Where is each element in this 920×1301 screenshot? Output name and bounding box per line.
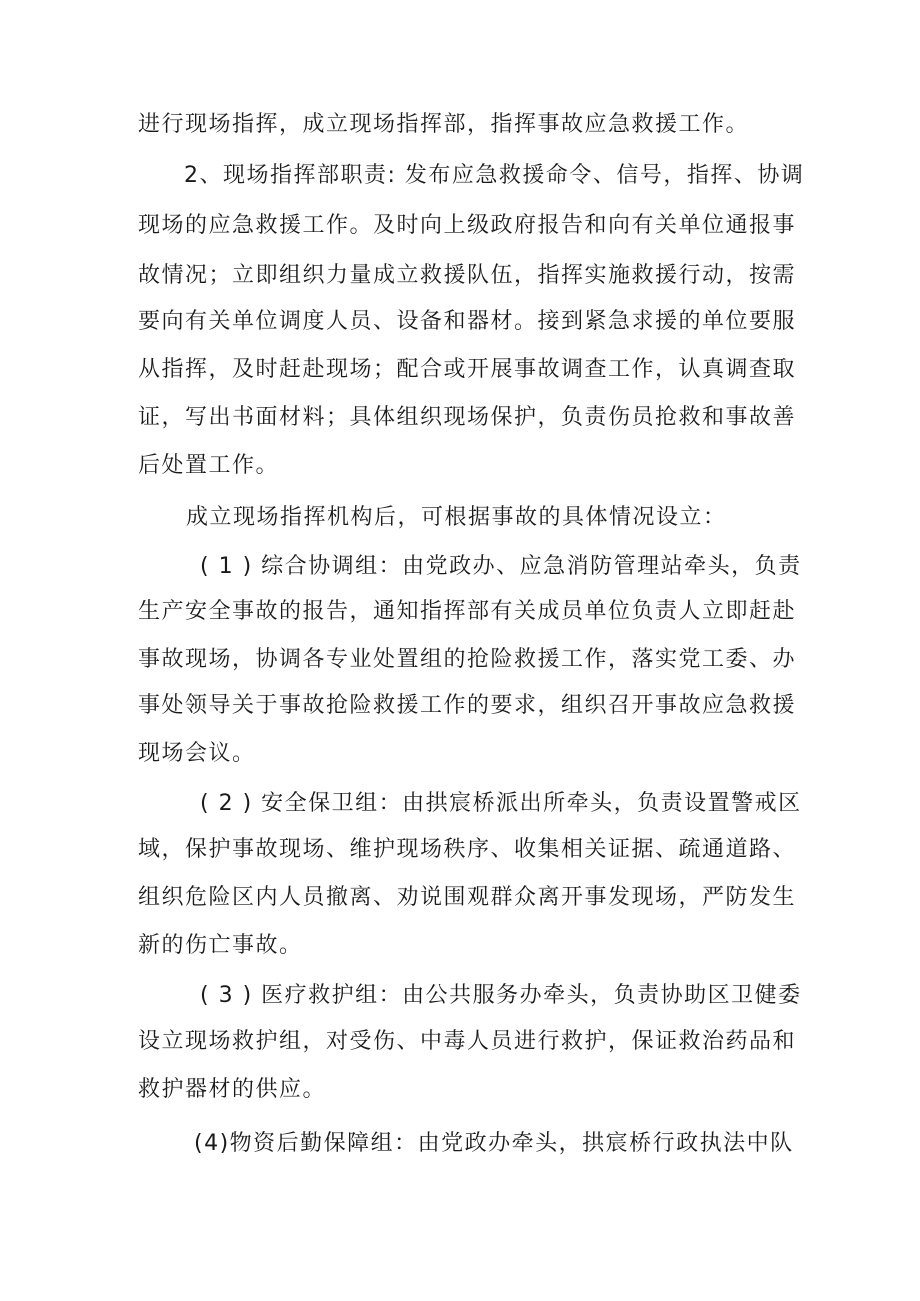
paragraph-line: 成立现场指挥机构后，可根据事故的具体情况设立： xyxy=(186,505,727,530)
paragraph-line: 现场会议。 xyxy=(138,741,256,766)
paragraph-line: 生产安全事故的报告，通知指挥部有关成员单位负责人立即赶赴 xyxy=(138,599,797,624)
paragraph-line: ( 1 ) 综合协调组：由党政办、应急消防管理站牵头，负责 xyxy=(200,554,802,579)
paragraph-line: 事处领导关于事故抢险救援工作的要求，组织召开事故应急救援 xyxy=(138,693,797,718)
paragraph-line: ( 2 ) 安全保卫组：由拱宸桥派出所牵头，负责设置警戒区 xyxy=(200,791,802,816)
paragraph-line: 现场的应急救援工作。及时向上级政府报告和向有关单位通报事 xyxy=(138,213,797,238)
paragraph-line: 设立现场救护组，对受伤、中毒人员进行救护，保证救治药品和 xyxy=(138,1029,797,1054)
paragraph-line: 新的伤亡事故。 xyxy=(138,933,303,958)
document-body xyxy=(138,0,805,1301)
paragraph-line: 后处置工作。 xyxy=(138,453,280,478)
paragraph-line: 进行现场指挥，成立现场指挥部，指挥事故应急救援工作。 xyxy=(138,112,750,137)
paragraph-line: 故情况；立即组织力量成立救援队伍，指挥实施救援行动，按需 xyxy=(138,263,797,288)
paragraph-line: 组织危险区内人员撤离、劝说围观群众离开事发现场，严防发生 xyxy=(138,885,797,910)
paragraph-line: 域，保护事故现场、维护现场秩序、收集相关证据、疏通道路、 xyxy=(138,837,797,862)
paragraph-line: 救护器材的供应。 xyxy=(138,1077,327,1102)
paragraph-line: 证，写出书面材料；具体组织现场保护，负责伤员抢救和事故善 xyxy=(138,405,797,430)
paragraph-line: 从指挥，及时赶赴现场；配合或开展事故调查工作，认真调查取 xyxy=(138,357,797,382)
paragraph-line: 事故现场，协调各专业处置组的抢险救援工作，落实党工委、办 xyxy=(138,647,797,672)
paragraph-line: 2、现场指挥部职责: 发布应急救援命令、信号，指挥、协调 xyxy=(184,163,805,188)
paragraph-line: 要向有关单位调度人员、设备和器材。接到紧急求援的单位要服 xyxy=(138,309,797,334)
paragraph-line: ( 3 ) 医疗救护组：由公共服务办牵头，负责协助区卫健委 xyxy=(200,983,802,1008)
paragraph-line: (4)物资后勤保障组：由党政办牵头，拱宸桥行政执法中队 xyxy=(194,1131,794,1156)
